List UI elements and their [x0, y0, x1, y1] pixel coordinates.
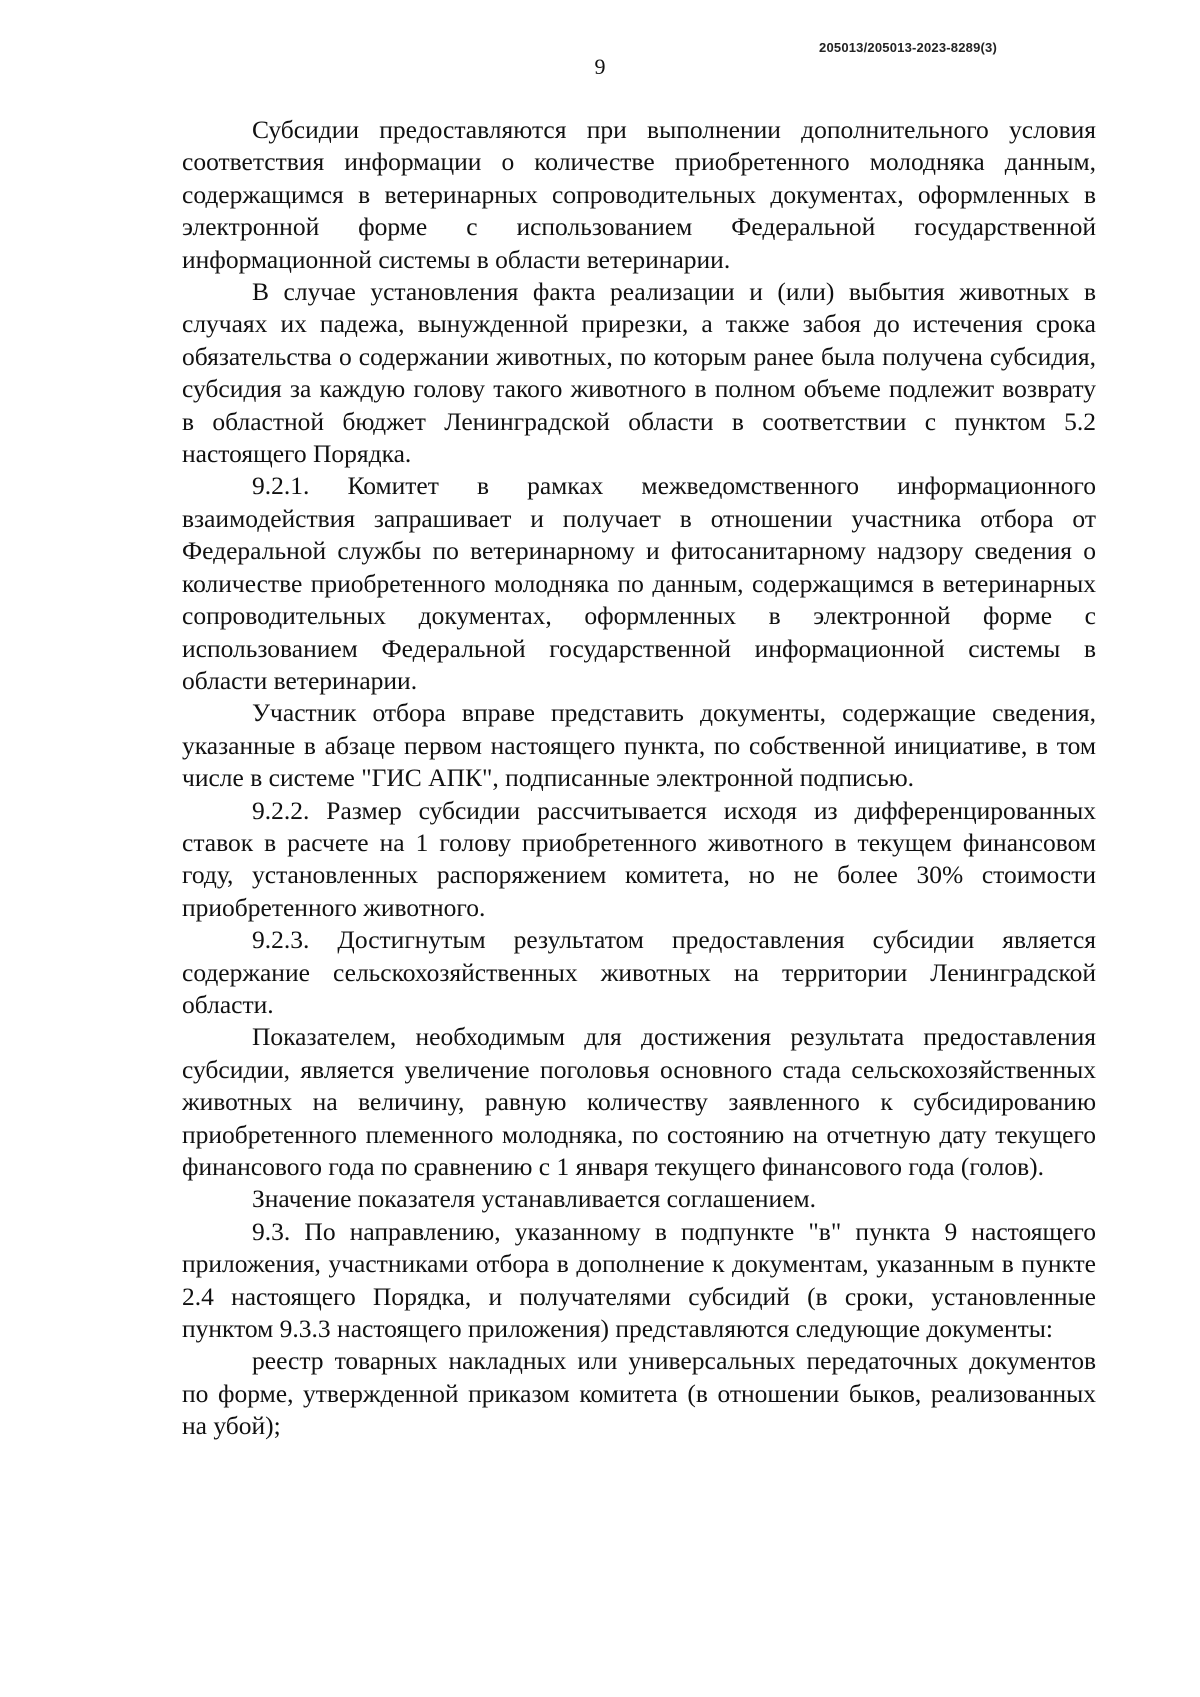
- document-id: 205013/205013-2023-8289(3): [819, 40, 997, 55]
- paragraph-9-3: 9.3. По направлению, указанному в подпункте "в" пункта 9 настоящего приложения, участниками отбора в дополнение к документам, указанным в пункте 2.4 настоящего Порядка, и получателями субсидий (в сроки, установленные пунктом 9.3.3 настоящего приложения) представляются следующие документы:: [182, 1216, 1096, 1344]
- paragraph-subsidy-return: В случае установления факта реализации и (или) выбытия животных в случаях их падежа, вынужденной прирезки, а также забоя до истечения срока обязательства о содержании животных, по которым ранее была получена субсидия, субсидия за каждую голову такого животного в полном объеме подлежит возврату в областной бюджет Ленинградской области в соответствии с пунктом 5.2 настоящего Порядка.: [182, 277, 1096, 469]
- document-body: [182, 114, 1096, 1443]
- paragraph-invoice-registry: реестр товарных накладных или универсальных передаточных документов по форме, утвержденной приказом комитета (в отношении быков, реализованных на убой);: [182, 1346, 1096, 1441]
- paragraph-indicator-value: Значение показателя устанавливается соглашением.: [252, 1184, 817, 1214]
- paragraph-9-2-2: 9.2.2. Размер субсидии рассчитывается исходя из дифференцированных ставок в расчете на 1 голову приобретенного животного в текущем финансовом году, установленных распоряжением комитета, но не более 30% стоимости приобретенного животного.: [182, 795, 1096, 922]
- paragraph-participant-documents: Участник отбора вправе представить документы, содержащие сведения, указанные в абзаце первом настоящего пункта, по собственной инициативе, в том числе в системе "ГИС АПК", подписанные электронной подписью.: [182, 698, 1096, 793]
- paragraph-9-2-1: 9.2.1. Комитет в рамках межведомственного информационного взаимодействия запрашивает и получает в отношении участника отбора от Федеральной службы по ветеринарному и фитосанитарному надзору сведения о количестве приобретенного молодняка по данным, содержащимся в ветеринарных сопроводительных документах, оформленных в электронной форме с использованием Федеральной государственной информационной системы в области ветеринарии.: [182, 471, 1096, 695]
- paragraph-indicator: Показателем, необходимым для достижения результата предоставления субсидии, является увеличение поголовья основного стада сельскохозяйственных животных на величину, равную количеству заявленного к субсидированию приобретенного племенного молодняка, по состоянию на отчетную дату текущего финансового года по сравнению с 1 января текущего финансового года (голов).: [182, 1022, 1096, 1181]
- page-number: 9: [594, 54, 606, 79]
- paragraph-subsidy-condition: Субсидии предоставляются при выполнении дополнительного условия соответствия информации о количестве приобретенного молодняка данным, содержащимся в ветеринарных сопроводительных документах, оформленных в электронной форме с использованием Федеральной государственной информационной системы в области ветеринарии.: [182, 115, 1096, 274]
- paragraph-9-2-3: 9.2.3. Достигнутым результатом предоставления субсидии является содержание сельскохозяйственных животных на территории Ленинградской области.: [182, 925, 1096, 1019]
